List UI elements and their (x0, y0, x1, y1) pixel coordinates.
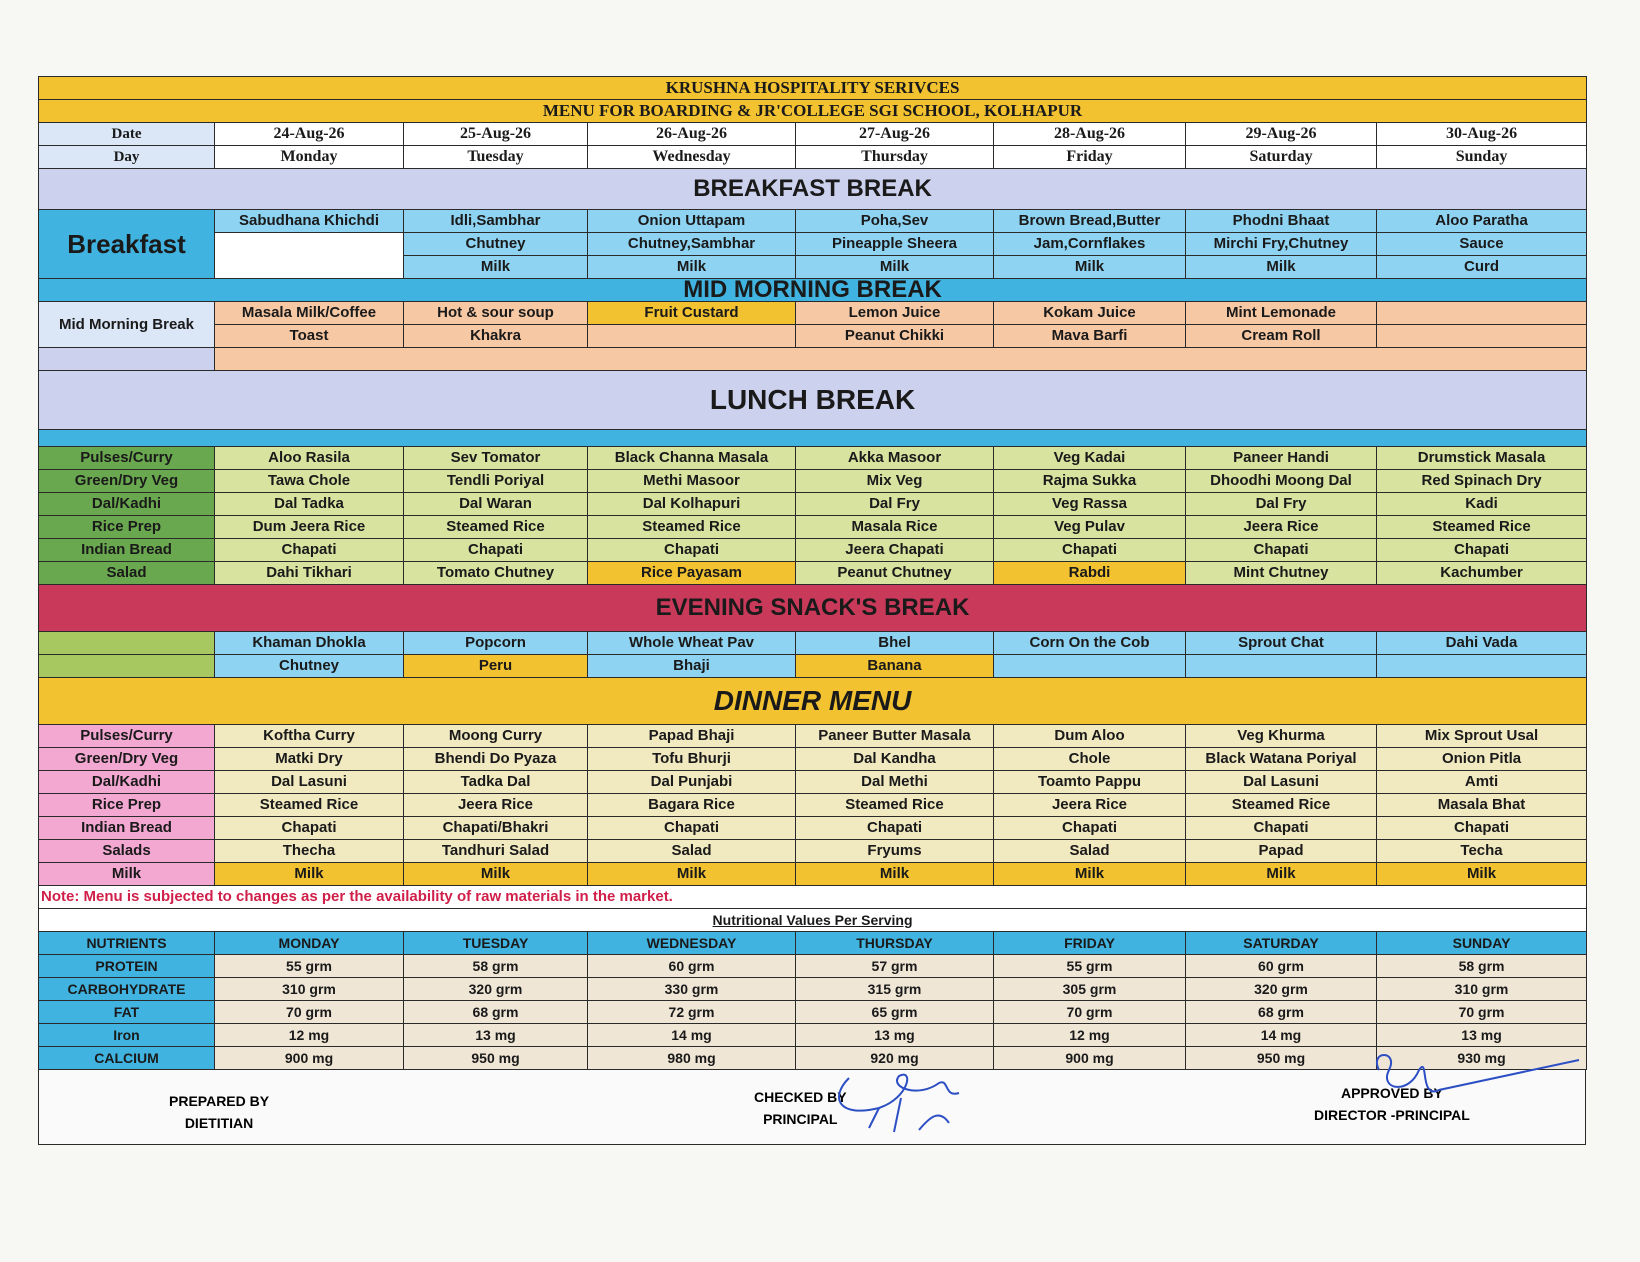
nutrient-value: 310 grm (215, 978, 404, 1001)
mid-morning-item: Masala Milk/Coffee (215, 302, 404, 325)
nutrient-value: 13 mg (1377, 1024, 1587, 1047)
date-cell: 24-Aug-26 (215, 123, 404, 146)
evening-item: Banana (796, 655, 994, 678)
evening-item: Bhaji (588, 655, 796, 678)
evening-item: Chutney (215, 655, 404, 678)
nutrient-value: 68 grm (404, 1001, 588, 1024)
mid-morning-item (1377, 302, 1587, 325)
evening-item: Sprout Chat (1186, 632, 1377, 655)
mid-morning-section-title: MID MORNING BREAK (39, 279, 1587, 302)
table-row (39, 146, 1587, 169)
nutrient-label: CARBOHYDRATE (39, 978, 215, 1001)
nutrient-value: 305 grm (994, 978, 1186, 1001)
checked-by-role: PRINCIPAL (763, 1111, 838, 1127)
dinner-item: Mix Sprout Usal (1377, 725, 1587, 748)
table-row (39, 348, 1587, 371)
nutrient-value: 57 grm (796, 955, 994, 978)
lunch-item: Masala Rice (796, 516, 994, 539)
breakfast-label: Breakfast (39, 210, 215, 279)
breakfast-item: Chutney (404, 233, 588, 256)
dinner-item: Steamed Rice (796, 794, 994, 817)
mid-morning-item: Peanut Chikki (796, 325, 994, 348)
nutrient-value: 950 mg (404, 1047, 588, 1070)
dinner-item: Chapati (796, 817, 994, 840)
dinner-item: Black Watana Poriyal (1186, 748, 1377, 771)
dinner-item: Milk (588, 863, 796, 886)
nutrition-day-header: THURSDAY (796, 932, 994, 955)
dinner-item: Masala Bhat (1377, 794, 1587, 817)
dinner-row-label: Pulses/Curry (39, 725, 215, 748)
dinner-item: Milk (1377, 863, 1587, 886)
spacer-cell (215, 233, 404, 256)
dinner-item: Techa (1377, 840, 1587, 863)
evening-item (1377, 655, 1587, 678)
signature-area (38, 1070, 1586, 1145)
table-row (39, 493, 1587, 516)
nutrition-day-header: WEDNESDAY (588, 932, 796, 955)
nutrient-value: 70 grm (215, 1001, 404, 1024)
approved-by-role: DIRECTOR -PRINCIPAL (1314, 1107, 1470, 1123)
dinner-item: Steamed Rice (215, 794, 404, 817)
lunch-row-label: Green/Dry Veg (39, 470, 215, 493)
day-cell: Friday (994, 146, 1186, 169)
nutrient-label: PROTEIN (39, 955, 215, 978)
dinner-item: Salad (994, 840, 1186, 863)
lunch-item: Akka Masoor (796, 447, 994, 470)
nutrient-value: 920 mg (796, 1047, 994, 1070)
spacer-cell (39, 655, 215, 678)
nutrient-value: 13 mg (796, 1024, 994, 1047)
lunch-item: Steamed Rice (588, 516, 796, 539)
breakfast-item: Milk (588, 256, 796, 279)
menu-sheet (38, 76, 1586, 1145)
lunch-item: Kachumber (1377, 562, 1587, 585)
mid-morning-item: Hot & sour soup (404, 302, 588, 325)
dinner-item: Milk (215, 863, 404, 886)
dinner-item: Chapati (1377, 817, 1587, 840)
breakfast-section-title: BREAKFAST BREAK (39, 169, 1587, 210)
dinner-item: Dal Lasuni (1186, 771, 1377, 794)
lunch-section-title: LUNCH BREAK (39, 371, 1587, 430)
breakfast-item: Milk (796, 256, 994, 279)
lunch-item: Tawa Chole (215, 470, 404, 493)
nutrient-value: 315 grm (796, 978, 994, 1001)
breakfast-item: Phodni Bhaat (1186, 210, 1377, 233)
dinner-item: Chapati/Bhakri (404, 817, 588, 840)
table-row (39, 1047, 1587, 1070)
lunch-item: Dal Kolhapuri (588, 493, 796, 516)
lunch-item: Dal Fry (1186, 493, 1377, 516)
lunch-row-label: Indian Bread (39, 539, 215, 562)
spacer-cell (39, 632, 215, 655)
nutrient-value: 950 mg (1186, 1047, 1377, 1070)
nutrition-day-header: TUESDAY (404, 932, 588, 955)
nutrient-value: 930 mg (1377, 1047, 1587, 1070)
lunch-item: Rajma Sukka (994, 470, 1186, 493)
dinner-item: Dal Kandha (796, 748, 994, 771)
lunch-item: Steamed Rice (404, 516, 588, 539)
mid-morning-item (1377, 325, 1587, 348)
dinner-item: Steamed Rice (1186, 794, 1377, 817)
lunch-divider (39, 430, 1587, 447)
date-cell: 30-Aug-26 (1377, 123, 1587, 146)
nutrition-day-header: MONDAY (215, 932, 404, 955)
mid-morning-item: Kokam Juice (994, 302, 1186, 325)
principal-signature (819, 1058, 1039, 1142)
table-row (39, 77, 1587, 100)
day-cell: Wednesday (588, 146, 796, 169)
breakfast-item: Jam,Cornflakes (994, 233, 1186, 256)
day-label: Day (39, 146, 215, 169)
spacer-cell (39, 348, 215, 371)
mid-morning-item (588, 325, 796, 348)
table-row (39, 863, 1587, 886)
table-row (39, 932, 1587, 955)
lunch-item: Mint Chutney (1186, 562, 1377, 585)
table-row (39, 539, 1587, 562)
mid-morning-label: Mid Morning Break (39, 302, 215, 348)
dinner-item: Dal Punjabi (588, 771, 796, 794)
lunch-item: Chapati (1377, 539, 1587, 562)
table-row (39, 840, 1587, 863)
breakfast-item: Idli,Sambhar (404, 210, 588, 233)
dinner-item: Bagara Rice (588, 794, 796, 817)
nutrition-title: Nutritional Values Per Serving (39, 909, 1587, 932)
mid-morning-item: Mava Barfi (994, 325, 1186, 348)
dinner-item: Salad (588, 840, 796, 863)
dinner-item: Jeera Rice (404, 794, 588, 817)
breakfast-item: Onion Uttapam (588, 210, 796, 233)
lunch-row-label: Pulses/Curry (39, 447, 215, 470)
dinner-item: Chapati (215, 817, 404, 840)
dinner-item: Chapati (588, 817, 796, 840)
nutrient-label: Iron (39, 1024, 215, 1047)
table-row (39, 256, 1587, 279)
dinner-item: Toamto Pappu (994, 771, 1186, 794)
lunch-item: Black Channa Masala (588, 447, 796, 470)
nutrient-value: 12 mg (215, 1024, 404, 1047)
day-cell: Sunday (1377, 146, 1587, 169)
lunch-item: Dahi Tikhari (215, 562, 404, 585)
evening-item: Bhel (796, 632, 994, 655)
breakfast-item: Milk (1186, 256, 1377, 279)
nutrient-value: 58 grm (404, 955, 588, 978)
lunch-item: Rice Payasam (588, 562, 796, 585)
menu-subtitle: MENU FOR BOARDING & JR'COLLEGE SGI SCHOOL, KOLHAPUR (39, 100, 1587, 123)
lunch-item: Chapati (404, 539, 588, 562)
lunch-item: Red Spinach Dry (1377, 470, 1587, 493)
spacer-cell (215, 256, 404, 279)
table-row (39, 302, 1587, 325)
table-row (39, 447, 1587, 470)
table-row (39, 955, 1587, 978)
mid-morning-item: Mint Lemonade (1186, 302, 1377, 325)
dinner-item: Dum Aloo (994, 725, 1186, 748)
nutrient-value: 330 grm (588, 978, 796, 1001)
table-row (39, 233, 1587, 256)
dinner-item: Bhendi Do Pyaza (404, 748, 588, 771)
prepared-by-block (169, 1090, 269, 1134)
lunch-row-label: Dal/Kadhi (39, 493, 215, 516)
dinner-item: Milk (994, 863, 1186, 886)
dinner-item: Tandhuri Salad (404, 840, 588, 863)
dinner-item: Milk (796, 863, 994, 886)
nutrient-value: 320 grm (1186, 978, 1377, 1001)
dinner-row-label: Green/Dry Veg (39, 748, 215, 771)
dinner-item: Chapati (1186, 817, 1377, 840)
nutrient-value: 310 grm (1377, 978, 1587, 1001)
dinner-item: Milk (1186, 863, 1377, 886)
table-row (39, 632, 1587, 655)
nutrient-value: 72 grm (588, 1001, 796, 1024)
mid-morning-item: Khakra (404, 325, 588, 348)
company-title: KRUSHNA HOSPITALITY SERIVCES (39, 77, 1587, 100)
lunch-item: Veg Kadai (994, 447, 1186, 470)
table-row (39, 325, 1587, 348)
dinner-item: Thecha (215, 840, 404, 863)
prepared-by-label: PREPARED BY (169, 1093, 270, 1109)
nutrient-value: 60 grm (1186, 955, 1377, 978)
table-row (39, 210, 1587, 233)
table-row (39, 817, 1587, 840)
table-row (39, 562, 1587, 585)
date-cell: 27-Aug-26 (796, 123, 994, 146)
lunch-item: Dhoodhi Moong Dal (1186, 470, 1377, 493)
lunch-item: Drumstick Masala (1377, 447, 1587, 470)
table-row (39, 655, 1587, 678)
dinner-item: Papad (1186, 840, 1377, 863)
dinner-row-label: Rice Prep (39, 794, 215, 817)
evening-section-title: EVENING SNACK'S BREAK (39, 585, 1587, 632)
nutrient-value: 320 grm (404, 978, 588, 1001)
dinner-item: Moong Curry (404, 725, 588, 748)
evening-item: Peru (404, 655, 588, 678)
dinner-item: Tadka Dal (404, 771, 588, 794)
dinner-item: Fryums (796, 840, 994, 863)
lunch-item: Tendli Poriyal (404, 470, 588, 493)
nutrient-value: 70 grm (994, 1001, 1186, 1024)
table-row (39, 430, 1587, 447)
table-row (39, 169, 1587, 210)
nutrient-value: 55 grm (215, 955, 404, 978)
dinner-item: Amti (1377, 771, 1587, 794)
mid-morning-item: Lemon Juice (796, 302, 994, 325)
dinner-item: Papad Bhaji (588, 725, 796, 748)
table-row (39, 516, 1587, 539)
dinner-item: Dal Lasuni (215, 771, 404, 794)
mid-morning-item: Fruit Custard (588, 302, 796, 325)
table-row (39, 1001, 1587, 1024)
lunch-item: Rabdi (994, 562, 1186, 585)
date-label: Date (39, 123, 215, 146)
nutrient-value: 900 mg (994, 1047, 1186, 1070)
lunch-item: Veg Pulav (994, 516, 1186, 539)
lunch-item: Veg Rassa (994, 493, 1186, 516)
lunch-item: Mix Veg (796, 470, 994, 493)
date-cell: 29-Aug-26 (1186, 123, 1377, 146)
lunch-item: Dal Fry (796, 493, 994, 516)
table-row (39, 123, 1587, 146)
nutrient-value: 14 mg (1186, 1024, 1377, 1047)
approved-by-label: APPROVED BY (1340, 1085, 1443, 1101)
director-signature (1359, 1040, 1599, 1120)
dinner-item: Chapati (994, 817, 1186, 840)
breakfast-item: Sauce (1377, 233, 1587, 256)
lunch-item: Paneer Handi (1186, 447, 1377, 470)
day-cell: Thursday (796, 146, 994, 169)
nutrient-value: 980 mg (588, 1047, 796, 1070)
breakfast-item: Milk (404, 256, 588, 279)
nutrients-header: NUTRIENTS (39, 932, 215, 955)
dinner-row-label: Milk (39, 863, 215, 886)
nutrition-day-header: SUNDAY (1377, 932, 1587, 955)
evening-item: Whole Wheat Pav (588, 632, 796, 655)
dinner-row-label: Salads (39, 840, 215, 863)
breakfast-item: Poha,Sev (796, 210, 994, 233)
table-row (39, 100, 1587, 123)
lunch-item: Chapati (1186, 539, 1377, 562)
nutrition-day-header: SATURDAY (1186, 932, 1377, 955)
checked-by-label: CHECKED BY (754, 1089, 847, 1105)
breakfast-item: Chutney,Sambhar (588, 233, 796, 256)
nutrient-value: 14 mg (588, 1024, 796, 1047)
dinner-item: Onion Pitla (1377, 748, 1587, 771)
dinner-row-label: Dal/Kadhi (39, 771, 215, 794)
breakfast-item: Milk (994, 256, 1186, 279)
breakfast-item: Curd (1377, 256, 1587, 279)
spacer-cell (215, 348, 1587, 371)
breakfast-item: Sabudhana Khichdi (215, 210, 404, 233)
dinner-item: Chole (994, 748, 1186, 771)
breakfast-item: Brown Bread,Butter (994, 210, 1186, 233)
evening-item (1186, 655, 1377, 678)
dinner-item: Veg Khurma (1186, 725, 1377, 748)
lunch-item: Chapati (215, 539, 404, 562)
nutrient-value: 65 grm (796, 1001, 994, 1024)
lunch-item: Steamed Rice (1377, 516, 1587, 539)
nutrient-label: CALCIUM (39, 1047, 215, 1070)
menu-note: Note: Menu is subjected to changes as per the availability of raw materials in the market. (39, 886, 1587, 909)
lunch-item: Tomato Chutney (404, 562, 588, 585)
lunch-item: Aloo Rasila (215, 447, 404, 470)
nutrient-label: FAT (39, 1001, 215, 1024)
dinner-item: Milk (404, 863, 588, 886)
evening-item: Popcorn (404, 632, 588, 655)
lunch-row-label: Rice Prep (39, 516, 215, 539)
table-row (39, 748, 1587, 771)
table-row (39, 771, 1587, 794)
lunch-item: Dal Tadka (215, 493, 404, 516)
day-cell: Saturday (1186, 146, 1377, 169)
lunch-item: Kadi (1377, 493, 1587, 516)
prepared-by-role: DIETITIAN (184, 1115, 254, 1131)
nutrient-value: 68 grm (1186, 1001, 1377, 1024)
breakfast-item: Pineapple Sheera (796, 233, 994, 256)
day-cell: Tuesday (404, 146, 588, 169)
nutrient-value: 55 grm (994, 955, 1186, 978)
table-row (39, 371, 1587, 430)
dinner-item: Dal Methi (796, 771, 994, 794)
dinner-row-label: Indian Bread (39, 817, 215, 840)
evening-item: Dahi Vada (1377, 632, 1587, 655)
date-cell: 26-Aug-26 (588, 123, 796, 146)
table-row (39, 470, 1587, 493)
breakfast-item: Mirchi Fry,Chutney (1186, 233, 1377, 256)
evening-item (994, 655, 1186, 678)
lunch-item: Methi Masoor (588, 470, 796, 493)
lunch-item: Jeera Rice (1186, 516, 1377, 539)
table-row (39, 886, 1587, 909)
lunch-item: Sev Tomator (404, 447, 588, 470)
lunch-item: Chapati (588, 539, 796, 562)
breakfast-item: Aloo Paratha (1377, 210, 1587, 233)
nutrient-value: 58 grm (1377, 955, 1587, 978)
lunch-item: Dum Jeera Rice (215, 516, 404, 539)
date-cell: 25-Aug-26 (404, 123, 588, 146)
evening-item: Khaman Dhokla (215, 632, 404, 655)
table-row (39, 678, 1587, 725)
nutrient-value: 12 mg (994, 1024, 1186, 1047)
dinner-item: Koftha Curry (215, 725, 404, 748)
nutrient-value: 13 mg (404, 1024, 588, 1047)
nutrient-value: 900 mg (215, 1047, 404, 1070)
nutrient-value: 70 grm (1377, 1001, 1587, 1024)
lunch-item: Jeera Chapati (796, 539, 994, 562)
dinner-item: Tofu Bhurji (588, 748, 796, 771)
table-row (39, 585, 1587, 632)
table-row (39, 279, 1587, 302)
dinner-item: Paneer Butter Masala (796, 725, 994, 748)
dinner-section-title: DINNER MENU (39, 678, 1587, 725)
day-cell: Monday (215, 146, 404, 169)
table-row (39, 725, 1587, 748)
date-cell: 28-Aug-26 (994, 123, 1186, 146)
dinner-item: Matki Dry (215, 748, 404, 771)
dinner-item: Jeera Rice (994, 794, 1186, 817)
nutrition-day-header: FRIDAY (994, 932, 1186, 955)
lunch-row-label: Salad (39, 562, 215, 585)
nutrient-value: 60 grm (588, 955, 796, 978)
lunch-item: Dal Waran (404, 493, 588, 516)
menu-table (38, 76, 1587, 1070)
mid-morning-item: Cream Roll (1186, 325, 1377, 348)
evening-item: Corn On the Cob (994, 632, 1186, 655)
table-row (39, 978, 1587, 1001)
lunch-item: Chapati (994, 539, 1186, 562)
table-row (39, 794, 1587, 817)
lunch-item: Peanut Chutney (796, 562, 994, 585)
table-row (39, 909, 1587, 932)
table-row (39, 1024, 1587, 1047)
mid-morning-item: Toast (215, 325, 404, 348)
